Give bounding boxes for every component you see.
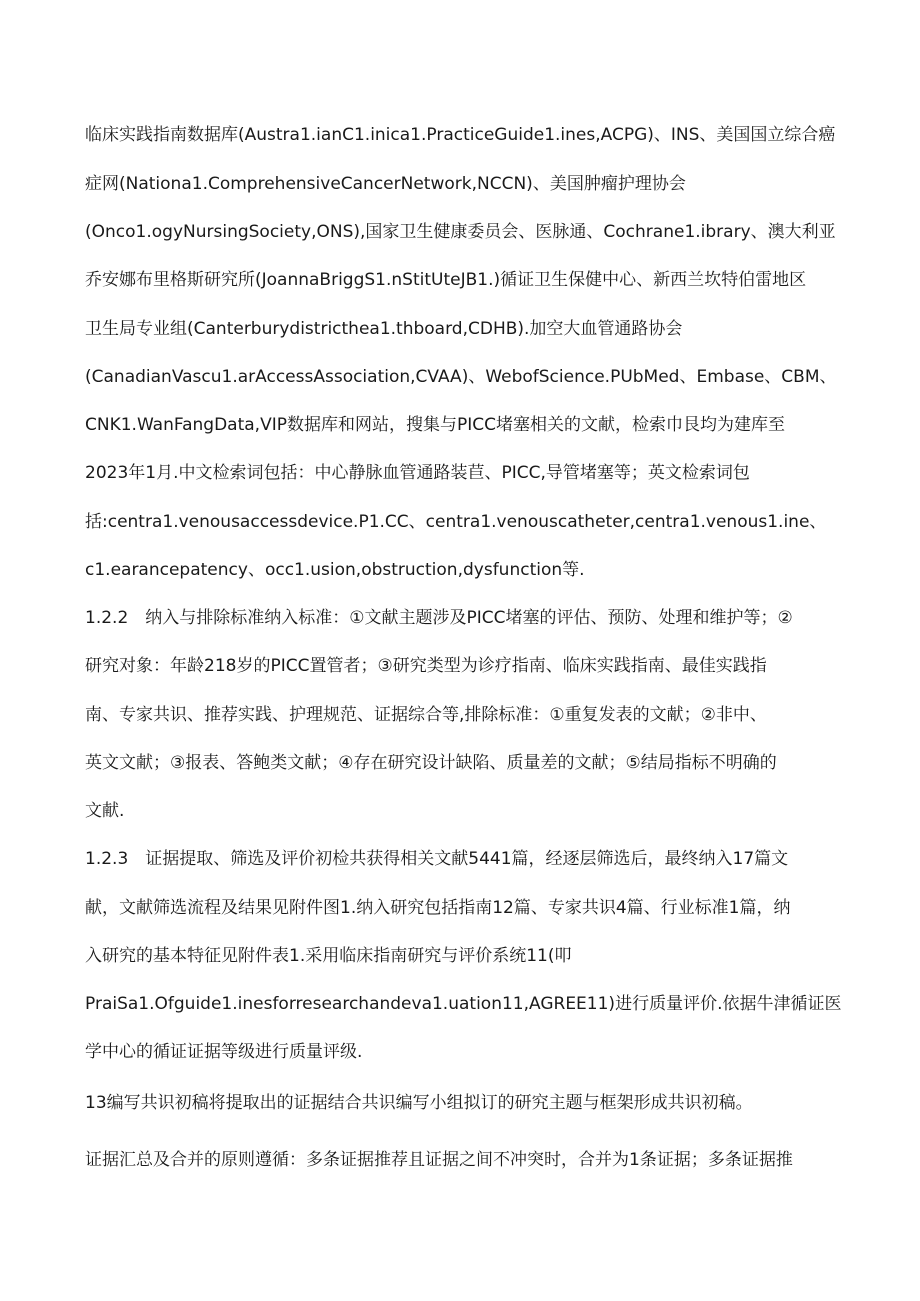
text-line: c1.earancepatency、occ1.usion,obstruction,dysfunction等. bbox=[85, 560, 585, 580]
text-line: 临床实践指南数据库(Austra1.ianC1.inica1.PracticeGuide1.ines,ACPG)、INS、美国国立综合癌 bbox=[85, 125, 836, 145]
text-line: 卫生局专业组(Canterburydistricthea1.thboard,CDHB).加空大血管通路协会 bbox=[85, 319, 683, 339]
text-line: 1.2.3 证据提取、筛选及评价初检共获得相关文献5441篇，经逐层筛选后，最终纳入17篇文 bbox=[85, 849, 789, 869]
text-line: 症网(Nationa1.ComprehensiveCancerNetwork,NCCN)、美国肿瘤护理协会 bbox=[85, 174, 686, 194]
text-line: 学中心的循证证据等级进行质量评级. bbox=[85, 1042, 363, 1062]
text-line: 献，文献筛选流程及结果见附件图1.纳入研究包括指南12篇、专家共识4篇、行业标准1篇，纳 bbox=[85, 898, 791, 918]
text-line: (Onco1.ogyNursingSociety,ONS),国家卫生健康委员会、医脉通、Cochrane1.ibrary、澳大利亚 bbox=[85, 222, 836, 242]
text-line: PraiSa1.Ofguide1.inesforresearchandeva1.uation11,AGREE11)进行质量评价.依据牛津循证医 bbox=[85, 994, 842, 1014]
text-line: (CanadianVascu1.arAccessAssociation,CVAA)、WebofScience.PUbMed、Embase、CBM、 bbox=[85, 367, 837, 387]
text-line: 文献. bbox=[85, 801, 125, 821]
text-line: CNK1.WanFangData,VIP数据库和网站，搜集与PICC堵塞相关的文献，检索巾艮均为建库至 bbox=[85, 415, 785, 435]
text-line: 英文文献；③报表、答鲍类文献；④存在研究设计缺陷、质量差的文献；⑤结局指标不明确的 bbox=[85, 753, 777, 773]
text-line: 乔安娜布里格斯研究所(JoannaBriggS1.nStitUteJB1.)循证卫生保健中心、新西兰坎特伯雷地区 bbox=[85, 270, 807, 290]
text-line: 入研究的基本特征见附件表1.采用临床指南研究与评价系统11(叩 bbox=[85, 946, 572, 966]
text-line: 南、专家共识、推荐实践、护理规范、证据综合等,排除标准：①重复发表的文献；②非中、 bbox=[85, 705, 767, 725]
text-line: 证据汇总及合并的原则遵循：多条证据推荐且证据之间不冲突时，合并为1条证据；多条证据推 bbox=[85, 1150, 793, 1170]
text-line: 1.2.2 纳入与排除标准纳入标准：①文献主题涉及PICC堵塞的评估、预防、处理和维护等；② bbox=[85, 608, 793, 628]
text-line: 括:centra1.venousaccessdevice.P1.CC、centra1.venouscatheter,centra1.venous1.ine、 bbox=[85, 512, 827, 532]
text-line: 13编写共识初稿将提取出的证据结合共识编写小组拟订的研究主题与框架形成共识初稿。 bbox=[85, 1093, 753, 1113]
text-line: 研究对象：年龄218岁的PICC置管者；③研究类型为诊疗指南、临床实践指南、最佳实践指 bbox=[85, 656, 767, 676]
text-line: 2023年1月.中文检索词包括：中心静脉血管通路装苣、PICC,导管堵塞等；英文检索词包 bbox=[85, 463, 750, 483]
